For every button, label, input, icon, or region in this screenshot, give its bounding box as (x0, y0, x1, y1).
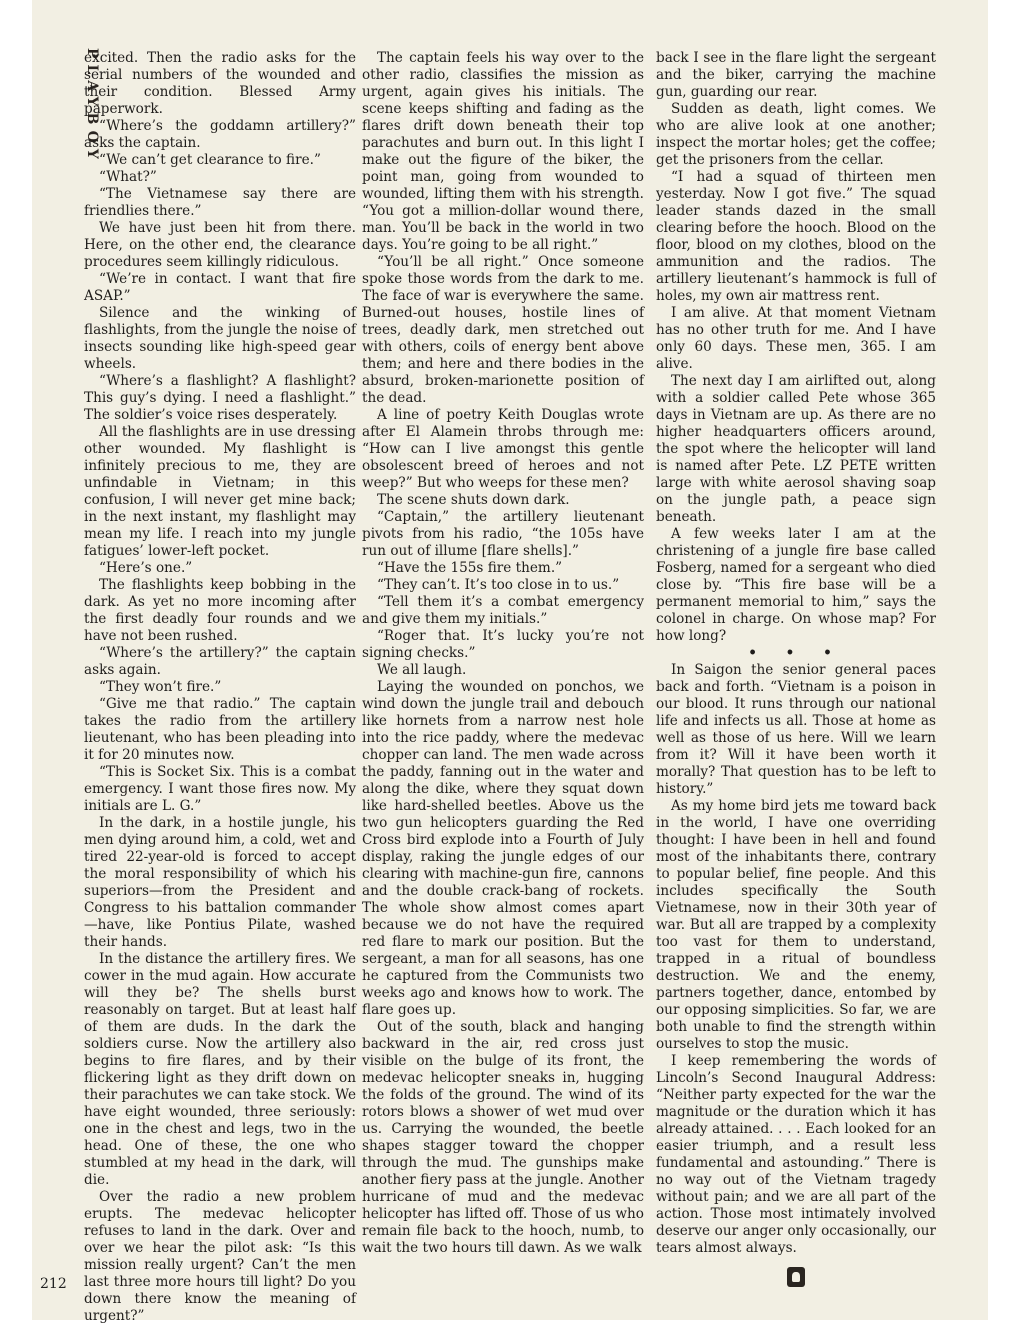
paragraph: “This is Socket Six. This is a combat emergency. I want those fires now. My initials are L. G.” (84, 764, 356, 814)
paragraph: “Where’s the goddamn artillery?” asks the captain. (84, 118, 356, 151)
paragraph: The scene shuts down dark. (376, 492, 570, 508)
paragraph: Silence and the winking of flashlights, from the jungle the noise of insects sounding like high-speed gear wheels. (84, 305, 356, 372)
text-column-2 (362, 50, 644, 1290)
paragraph: “Tell them it’s a combat emergency and give them my initials.” (362, 594, 644, 627)
paragraph: I am alive. At that moment Vietnam has no other truth for me. And I have only 60 days. These men, 365. I am alive. (656, 305, 936, 372)
paragraph: “We can’t get clearance to fire.” (98, 152, 321, 168)
paragraph: A line of poetry Keith Douglas wrote after El Alamein throbs through me: “How can I live amongst this gentle obsolescent breed of heroes and not weep?” But who weeps for these men? (362, 407, 644, 491)
paragraph: In the distance the artillery fires. We cower in the mud again. How accurate will they be? The shells burst reasonably on target. But at least half of them are duds. In the dark the soldiers curse. Now the artillery also begins to fire flares, and by their flickering light as they drift down on their parachutes we can take stock. We have eight wounded, three seriously: one in the chest and legs, two in the head. One of these, the one who stumbled at my head in the dark, will die. (84, 951, 356, 1188)
magazine-page (32, 0, 988, 1324)
paragraph: “Roger that. It’s lucky you’re not signing checks.” (362, 628, 644, 661)
paragraph: The next day I am airlifted out, along with a soldier called Pete whose 365 days in Vietnam are up. As there are no higher headquarters officers around, the spot where the helicopter will land is named after Pete. LZ PETE written large with white aerosol shaving soap on the jungle path, a peace sign beneath. (656, 373, 936, 525)
page-number: 212 (40, 1276, 67, 1292)
paragraph: “Where’s a flashlight? A flashlight? This guy’s dying. I need a flashlight.” The soldier’s voice rises desperately. (84, 373, 356, 423)
magazine-name-vertical: PLAYBOY (84, 48, 100, 165)
paragraph: “Where’s the artillery?” the captain asks again. (84, 645, 356, 678)
paragraph: “You’ll be all right.” Once someone spoke those words from the dark to me. The face of war is everywhere the same. Burned-out houses, hostile lines of trees, deadly dark, men stretched out with others, coils of energy bent above them; and here and there bodies in the absurd, broken-marionette position of the dead. (362, 254, 644, 406)
paragraph: “The Vietnamese say there are friendlies there.” (84, 186, 356, 219)
paragraph: We all laugh. (376, 662, 467, 678)
paragraph: back I see in the flare light the sergeant and the biker, carrying the machine gun, guarding our rear. (656, 50, 936, 100)
paragraph: As my home bird jets me toward back in the world, I have one overriding thought: I have been in hell and found most of the inhabitants there, contrary to popular belief, fine people. And this includes specifically the South Vietnamese, now in their 30th year of war. But all are trapped by a complexity too vast for them to understand, trapped in a ritual of boundless destruction. We and the enemy, partners together, dance, entombed by our opposing simplicities. So far, we are both unable to find the strength within ourselves to stop the music. (656, 798, 936, 1052)
paragraph: excited. Then the radio asks for the serial numbers of the wounded and their condition. Blessed Army paperwork. (84, 50, 356, 117)
paragraph: Over the radio a new problem erupts. The medevac helicopter refuses to land in the dark. Over and over we hear the pilot ask: “Is this mission really urgent? Can’t the men last three more hours till light? Do you down there know the meaning of urgent?” (84, 1189, 356, 1324)
paragraph: Out of the south, black and hanging backward in the air, red cross just visible on the bulge of its front, the medevac helicopter sneaks in, hugging the folds of the ground. The wind of its rotors blows a shower of wet mud over us. Carrying the wounded, the beetle shapes stagger toward the chopper through the mud. The gunships make another fiery pass at the jungle. Another hurricane of mud and the medevac helicopter has lifted off. Those of us who remain file back to the hooch, numb, to wait the two hours till dawn. As we walk (362, 1019, 644, 1256)
section-break: • • • (748, 645, 844, 661)
paragraph: In Saigon the senior general paces back and forth. “Vietnam is a poison in our blood. It runs through our national life and infects us all. Those at home as well as those of us here. Will we learn from it? Will it have been worth it morally? That question has to be left to history.” (656, 662, 936, 797)
paragraph: “I had a squad of thirteen men yesterday. Now I got five.” The squad leader stands dazed in the small clearing before the hooch. Blood on the floor, blood on my clothes, blood on the ammunition and the radios. The artillery lieutenant’s hammock is full of holes, my own air mattress rent. (656, 169, 936, 304)
paragraph: “They won’t fire.” (98, 679, 222, 695)
paragraph: “Give me that radio.” The captain takes the radio from the artillery lieutenant, who has been pleading into it for 20 minutes now. (84, 696, 356, 763)
paragraph: “They can’t. It’s too close in to us.” (376, 577, 620, 593)
paragraph: The flashlights keep bobbing in the dark. As yet no more incoming after the first deadly four rounds and we have not been rushed. (84, 577, 356, 644)
paragraph: All the flashlights are in use dressing other wounded. My flashlight is infinitely precious to me, they are unfindable in Vietnam; in this confusion, I will never get mine back; in the next instant, my flashlight may mean my life. I reach into my jungle fatigues’ lower-left pocket. (84, 424, 356, 559)
paragraph: A few weeks later I am at the christening of a jungle fire base called Fosberg, named for a sergeant who died close by. “This fire base will be a permanent memorial to him,” says the colonel in charge. On whose map? For how long? (656, 526, 936, 644)
rabbit-head-end-icon (787, 1267, 805, 1287)
paragraph: “We’re in contact. I want that fire ASAP.” (84, 271, 356, 304)
paragraph: Laying the wounded on ponchos, we wind down the jungle trail and debouch like hornets from a narrow nest hole into the rice paddy, where the medevac chopper can land. The men wade across the paddy, fanning out in the water and along the dike, where they squat down like hard-shelled beetles. Above us the two gun helicopters guarding the Red Cross bird explode into a Fourth of July display, raking the jungle edges of our clearing with machine-gun fire, cannons and the double crack-bang of rockets. The whole show almost comes apart because we do not have the required red flare to mark our position. But the sergeant, a man for all seasons, has one he captured from the Communists two weeks ago and knows how to work. The flare goes up. (362, 679, 644, 1018)
paragraph: I keep remembering the words of Lincoln’s Second Inaugural Address: “Neither party expected for the war the magnitude or the duration which it has already attained. . . . Each looked for an easier triumph, and a result less fundamental and astounding.” There is no way out of the Vietnam tragedy without pain; and we are all part of the action. Those most intimately involved deserve our anger only occasionally, our tears almost always. (656, 1053, 936, 1256)
paragraph: In the dark, in a hostile jungle, his men dying around him, a cold, wet and tired 22-year-old is forced to accept the moral responsibility of which his superiors—from the President and Congress to his battalion commander—have, like Pontius Pilate, washed their hands. (84, 815, 356, 950)
text-column-3 (656, 50, 936, 1290)
paragraph: We have just been hit from there. Here, on the other end, the clearance procedures seem killingly ridiculous. (84, 220, 356, 270)
paragraph: The captain feels his way over to the other radio, classifies the mission as urgent, again gives his initials. The scene keeps shifting and fading as the flares drift down beneath their top parachutes and burn out. In this light I make out the figure of the biker, the point man, going from wounded to wounded, lifting them with his strength. “You got a million-dollar wound there, man. You’ll be back in the world in two days. You’re going to be all right.” (362, 50, 644, 253)
text-column-1 (84, 50, 356, 1324)
paragraph: “Captain,” the artillery lieutenant pivots from his radio, “the 105s have run out of illume [flare shells].” (362, 509, 644, 559)
paragraph: “What?” (98, 169, 157, 185)
paragraph: Sudden as death, light comes. We who are alive look at one another; inspect the mortar holes; get the coffee; get the prisoners from the cellar. (656, 101, 936, 168)
paragraph: “Here’s one.” (98, 560, 193, 576)
paragraph: “Have the 155s fire them.” (376, 560, 563, 576)
